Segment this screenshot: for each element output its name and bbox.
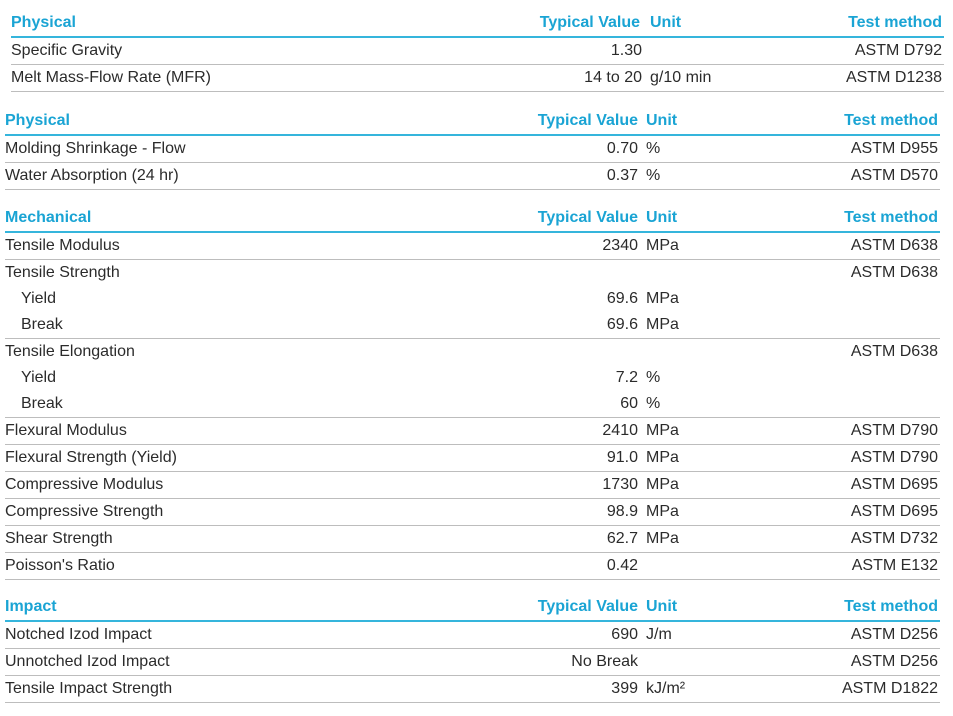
table-row: [5, 233, 940, 260]
table-row: [5, 553, 940, 580]
test-method: ASTM D695: [850, 503, 938, 520]
property-unit: %: [646, 395, 661, 412]
unit-header: Unit: [646, 112, 678, 129]
test-method-header: Test method: [848, 14, 942, 31]
table-row: [5, 622, 940, 649]
test-method: ASTM D638: [850, 237, 938, 254]
property-value: 91.0: [606, 449, 638, 466]
property-name: Compressive Modulus: [5, 476, 164, 493]
test-method: ASTM D792: [854, 42, 942, 59]
property-name: Notched Izod Impact: [5, 626, 152, 643]
table-row: [5, 499, 940, 526]
property-name: Tensile Modulus: [5, 237, 120, 254]
test-method: ASTM D695: [850, 476, 938, 493]
property-name: Yield: [21, 290, 56, 307]
test-method: ASTM D256: [850, 653, 938, 670]
table-row: [5, 260, 940, 286]
section-title: Physical: [5, 112, 70, 129]
property-name: Shear Strength: [5, 530, 113, 547]
property-unit: MPa: [646, 476, 679, 493]
table-row: [5, 136, 940, 163]
table-header: [11, 10, 944, 38]
property-unit: MPa: [646, 316, 679, 333]
test-method: ASTM D570: [850, 167, 938, 184]
table-row: [5, 472, 940, 499]
typical-value-header: Typical Value: [537, 598, 638, 615]
property-unit: %: [646, 167, 661, 184]
table-row: [5, 649, 940, 676]
table-row: [5, 339, 940, 365]
property-value: 69.6: [606, 316, 638, 333]
property-name: Flexural Modulus: [5, 422, 127, 439]
unit-header: Unit: [646, 209, 678, 226]
test-method: ASTM D256: [850, 626, 938, 643]
property-unit: MPa: [646, 449, 679, 466]
property-name: Tensile Impact Strength: [5, 680, 173, 697]
table-row: [5, 286, 940, 312]
test-method: ASTM D638: [850, 264, 938, 281]
property-value: 2340: [602, 237, 638, 254]
property-value: 60: [620, 395, 638, 412]
test-method-header: Test method: [844, 112, 938, 129]
typical-value-header: Typical Value: [537, 112, 638, 129]
property-value: No Break: [571, 653, 638, 670]
property-unit: g/10 min: [650, 69, 712, 86]
table-row: [5, 365, 940, 391]
mechanical-properties-table: [5, 205, 940, 580]
table-header: [5, 108, 940, 136]
section-title: Physical: [11, 14, 76, 31]
property-name: Water Absorption (24 hr): [5, 167, 179, 184]
unit-header: Unit: [646, 598, 678, 615]
unit-header: Unit: [650, 14, 682, 31]
property-name: Yield: [21, 369, 56, 386]
property-name: Poisson's Ratio: [5, 557, 115, 574]
property-value: 0.70: [606, 140, 638, 157]
physical-properties-table: [11, 10, 944, 92]
section-title: Impact: [5, 598, 57, 615]
test-method: ASTM D790: [850, 422, 938, 439]
property-unit: J/m: [646, 626, 672, 643]
table-row: [5, 445, 940, 472]
property-unit: MPa: [646, 237, 679, 254]
property-name: Compressive Strength: [5, 503, 164, 520]
property-unit: MPa: [646, 422, 679, 439]
table-row: [5, 163, 940, 190]
property-unit: %: [646, 369, 661, 386]
impact-properties-table: [5, 594, 940, 703]
property-unit: MPa: [646, 530, 679, 547]
property-value: 0.37: [606, 167, 638, 184]
test-method: ASTM D732: [850, 530, 938, 547]
property-unit: %: [646, 140, 661, 157]
property-name: Melt Mass-Flow Rate (MFR): [11, 69, 212, 86]
property-unit: kJ/m²: [646, 680, 686, 697]
property-value: 14 to 20: [584, 69, 642, 86]
property-name: Break: [21, 395, 63, 412]
test-method: ASTM D790: [850, 449, 938, 466]
property-value: 7.2: [615, 369, 638, 386]
property-value: 62.7: [606, 530, 638, 547]
table-row: [5, 391, 940, 418]
property-name: Break: [21, 316, 63, 333]
property-name: Tensile Elongation: [5, 343, 135, 360]
property-name: Tensile Strength: [5, 264, 120, 281]
table-header: [5, 594, 940, 622]
table-row: [5, 312, 940, 339]
property-value: 69.6: [606, 290, 638, 307]
property-value: 98.9: [606, 503, 638, 520]
table-row: [11, 65, 944, 92]
test-method: ASTM D955: [850, 140, 938, 157]
table-row: [11, 38, 944, 65]
physical-properties-table-2: [5, 108, 940, 190]
property-value: 1730: [602, 476, 638, 493]
property-value: 1.30: [610, 42, 642, 59]
property-name: Molding Shrinkage - Flow: [5, 140, 186, 157]
typical-value-header: Typical Value: [539, 14, 640, 31]
table-row: [5, 676, 940, 703]
test-method-header: Test method: [844, 598, 938, 615]
test-method: ASTM D1238: [845, 69, 942, 86]
property-name: Unnotched Izod Impact: [5, 653, 170, 670]
test-method: ASTM E132: [851, 557, 938, 574]
property-value: 399: [611, 680, 638, 697]
property-value: 2410: [602, 422, 638, 439]
property-unit: MPa: [646, 503, 679, 520]
property-unit: MPa: [646, 290, 679, 307]
property-value: 0.42: [606, 557, 638, 574]
test-method: ASTM D638: [850, 343, 938, 360]
test-method: ASTM D1822: [841, 680, 938, 697]
table-row: [5, 526, 940, 553]
table-row: [5, 418, 940, 445]
property-name: Specific Gravity: [11, 42, 123, 59]
property-name: Flexural Strength (Yield): [5, 449, 177, 466]
table-header: [5, 205, 940, 233]
test-method-header: Test method: [844, 209, 938, 226]
typical-value-header: Typical Value: [537, 209, 638, 226]
section-title: Mechanical: [5, 209, 92, 226]
property-value: 690: [611, 626, 638, 643]
